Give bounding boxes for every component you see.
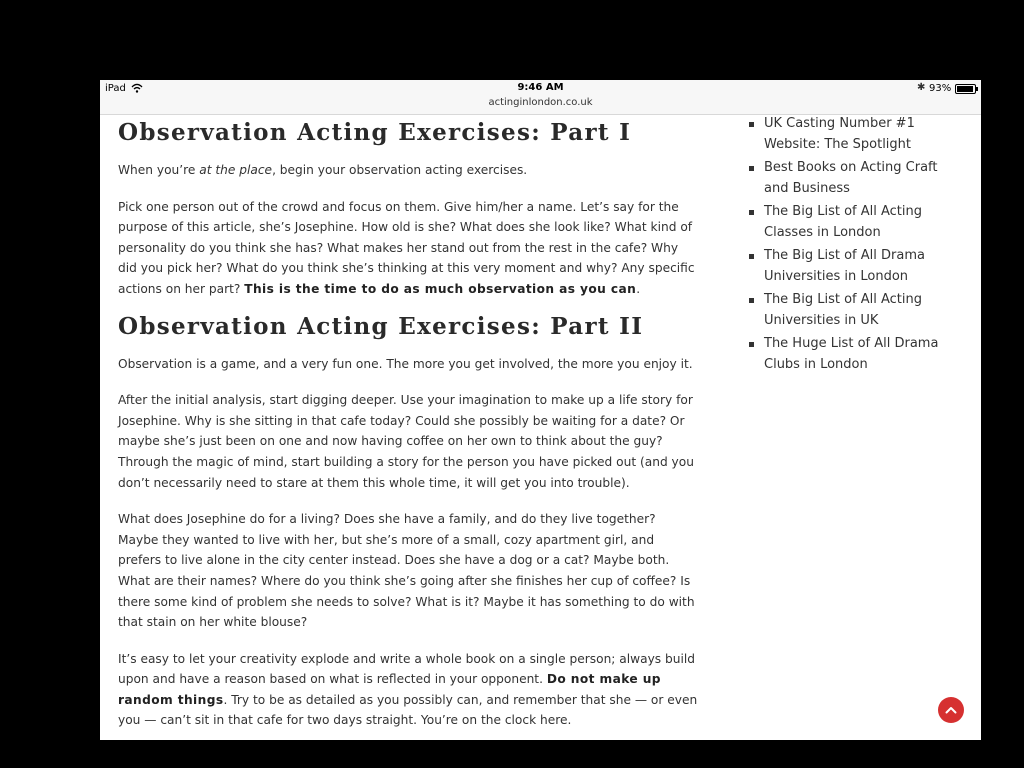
battery-percent: 93% — [929, 83, 952, 94]
sidebar-item-acting-universities[interactable] — [746, 290, 966, 331]
heading-part-2: Observation Acting Exercises: Part II — [118, 312, 644, 340]
sidebar-item-acting-classes[interactable] — [746, 202, 966, 243]
p2-text: Pick one person out of the crowd and focus on them. Give him/her a name. Let’s say for the purpose of this article, she’s Josephine. How old is she? What does she look like? What kind of personality do you think she has? What makes her stand out from the rest in the cafe? Why did you pick her? What do you think she’s thinking at this very moment and why? Any specific actions on her part? — [118, 199, 695, 296]
bullet-icon — [749, 210, 754, 215]
status-time: 9:46 AM — [517, 82, 564, 93]
status-bar — [100, 80, 981, 115]
bullet-icon — [749, 298, 754, 303]
battery-icon — [955, 84, 976, 94]
address-bar-url[interactable]: actinginlondon.co.uk — [488, 97, 593, 108]
sidebar-link[interactable]: The Big List of All Acting Classes in London — [764, 204, 923, 240]
scroll-to-top-button[interactable] — [938, 697, 964, 723]
sidebar-item-best-books[interactable] — [746, 158, 966, 199]
battery-tip — [976, 87, 978, 91]
sidebar-link-list — [746, 114, 966, 375]
sidebar — [746, 114, 966, 378]
p6-text-after: . Try to be as detailed as you possibly can, and remember that she — or even you — can’t sit in that cafe for two days straight. You’re on the clock here. — [118, 692, 698, 728]
article-content — [118, 118, 698, 731]
sidebar-link[interactable]: The Big List of All Drama Universities in London — [764, 248, 925, 284]
battery-fill — [957, 86, 973, 92]
paragraph-digging-deeper: After the initial analysis, start digging deeper. Use your imagination to make up a life story for Josephine. Why is she sitting in that cafe today? Could she possibly be waiting for a date? Or maybe she’s just been on one and now having coffee on her own to think about the guy? Through the magic of mind, start building a story for the person you have picked out (and you don’t necessarily need to stare at them this whole time, it will get you into trouble). — [118, 393, 694, 490]
p1-text-before: When you’re — [118, 163, 200, 177]
p2-strong: This is the time to do as much observation as you can — [244, 281, 637, 296]
paragraph-observation — [118, 197, 698, 300]
chevron-up-icon — [945, 705, 957, 714]
p6-strong: Do not make up random things — [118, 672, 661, 707]
bullet-icon — [749, 122, 754, 127]
paragraph-questions: What does Josephine do for a living? Does she have a family, and do they live together? Maybe they wanted to live with her, but she’s more of a small, cozy apartment girl, and prefers to live alone in the city center instead. Does she have a dog or a cat? Maybe both. What are their names? Where do you think she’s going after she finishes her cup of coffee? Is there some kind of problem she needs to solve? What is it? Maybe it has something to do with that stain on her white blouse? — [118, 512, 695, 630]
paragraph-intro — [118, 160, 698, 181]
sidebar-link[interactable]: The Big List of All Acting Universities in UK — [764, 292, 923, 328]
p2-text-after: . — [636, 281, 641, 296]
bluetooth-icon: ✱ — [917, 82, 926, 93]
heading-part-1: Observation Acting Exercises: Part I — [118, 119, 632, 146]
p1-text-after: , begin your observation acting exercises. — [272, 163, 528, 177]
sidebar-link[interactable]: Best Books on Acting Craft and Business — [764, 160, 938, 196]
bullet-icon — [749, 254, 754, 259]
p6-text-before: It’s easy to let your creativity explode and write a whole book on a single person; always build upon and have a reason based on what is reflected in your opponent. — [118, 651, 695, 687]
bullet-icon — [749, 166, 754, 171]
sidebar-item-drama-clubs[interactable] — [746, 334, 966, 375]
sidebar-item-spotlight[interactable] — [746, 114, 966, 155]
paragraph-game: Observation is a game, and a very fun one. The more you get involved, the more you enjoy it. — [118, 356, 693, 371]
sidebar-link[interactable]: The Huge List of All Drama Clubs in London — [764, 336, 939, 372]
bullet-icon — [749, 342, 754, 347]
p1-emphasis: at the place — [199, 163, 273, 177]
ipad-screen — [100, 80, 981, 740]
sidebar-link[interactable]: UK Casting Number #1 Website: The Spotlight — [764, 116, 915, 152]
paragraph-creativity — [118, 649, 698, 731]
sidebar-item-drama-universities[interactable] — [746, 246, 966, 287]
device-name: iPad — [105, 83, 126, 94]
